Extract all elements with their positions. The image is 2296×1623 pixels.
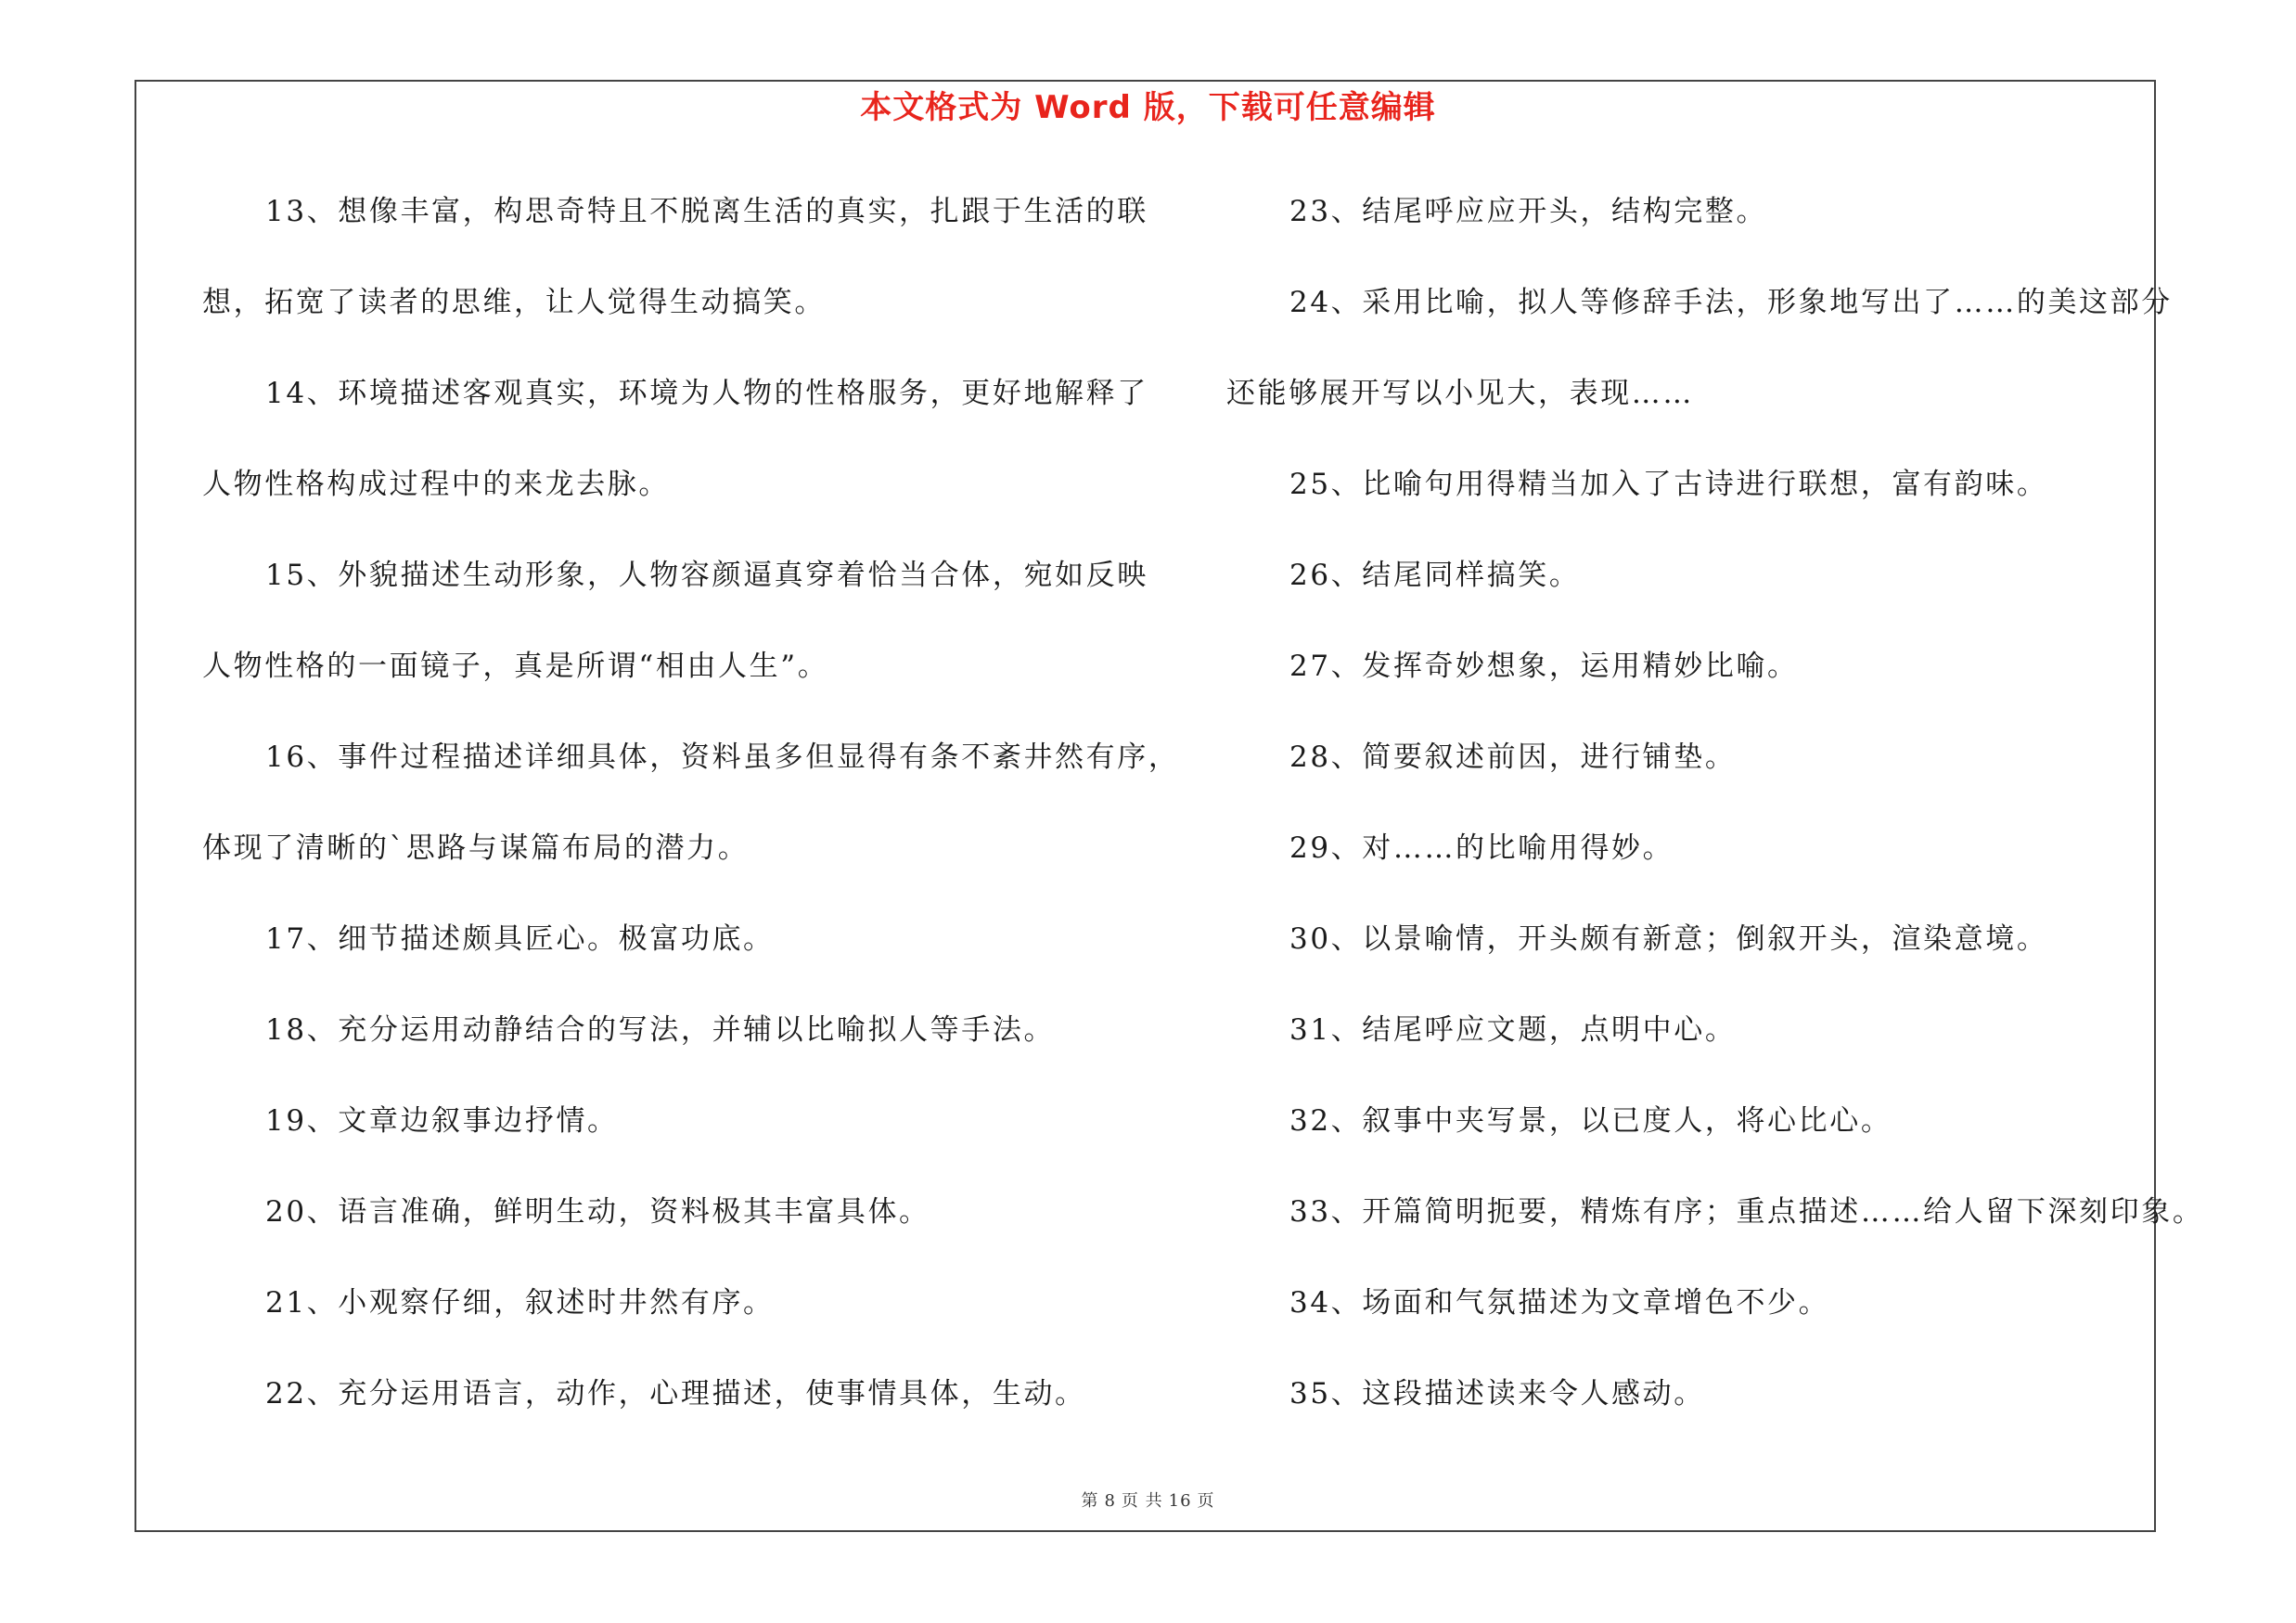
text-line: 20、语言准确，鲜明生动，资料极其丰富具体。 (265, 1195, 930, 1229)
text-line: 23、结尾呼应应开头，结构完整。 (1289, 195, 1768, 228)
text-line: 29、对……的比喻用得妙。 (1289, 831, 1674, 865)
text-line: 25、比喻句用得精当加入了古诗进行联想，富有韵味。 (1289, 468, 2048, 501)
page-suffix: 页 (1197, 1491, 1215, 1511)
page-prefix: 第 (1081, 1491, 1099, 1511)
text-line: 34、场面和气氛描述为文章增色不少。 (1289, 1286, 1830, 1320)
text-line: 人物性格构成过程中的来龙去脉。 (202, 468, 670, 501)
text-line: 31、结尾呼应文题，点明中心。 (1289, 1013, 1737, 1047)
text-line: 19、文章边叙事边抒情。 (265, 1104, 619, 1138)
text-line: 27、发挥奇妙想象，运用精妙比喻。 (1289, 650, 1799, 683)
text-line: 26、结尾同样搞笑。 (1289, 559, 1581, 592)
right-text-column (1226, 182, 2204, 1455)
text-line: 22、充分运用语言，动作，心理描述，使事情具体，生动。 (265, 1377, 1086, 1410)
text-line: 35、这段描述读来令人感动。 (1289, 1377, 1705, 1410)
text-line: 14、环境描述客观真实，环境为人物的性格服务，更好地解释了 (265, 377, 1148, 410)
left-text-column (202, 182, 1180, 1455)
text-line: 33、开篇简明扼要，精炼有序；重点描述……给人留下深刻印象。 (1289, 1195, 2204, 1229)
text-line: 17、细节描述颇具匠心。极富功底。 (265, 922, 775, 956)
page-mid: 页 共 (1121, 1491, 1163, 1511)
text-line: 想，拓宽了读者的思维，让人觉得生动搞笑。 (202, 286, 826, 319)
text-line: 还能够展开写以小见大，表现…… (1226, 377, 1694, 410)
text-line: 24、采用比喻，拟人等修辞手法，形象地写出了……的美这部分 (1289, 286, 2173, 319)
text-line: 13、想像丰富，构思奇特且不脱离生活的真实，扎跟于生活的联 (265, 195, 1148, 228)
text-line: 人物性格的一面镜子，真是所谓“相由人生”。 (202, 650, 829, 683)
text-line: 15、外貌描述生动形象，人物容颜逼真穿着恰当合体，宛如反映 (265, 559, 1148, 592)
text-line: 体现了清晰的`思路与谋篇布局的潜力。 (202, 831, 750, 865)
text-line: 28、简要叙述前因，进行铺垫。 (1289, 741, 1737, 774)
text-line: 16、事件过程描述详细具体，资料虽多但显得有条不紊井然有序， (265, 741, 1180, 774)
total-pages: 16 (1168, 1491, 1192, 1511)
text-line: 32、叙事中夹写景，以已度人，将心比心。 (1289, 1104, 1892, 1138)
editable-word-banner: 本文格式为 Word 版，下载可任意编辑 (860, 89, 1436, 126)
text-line: 21、小观察仔细，叙述时井然有序。 (265, 1286, 775, 1320)
page-number: 8 (1104, 1491, 1116, 1511)
text-line: 18、充分运用动静结合的写法，并辅以比喻拟人等手法。 (265, 1013, 1056, 1047)
page-footer (0, 1488, 2296, 1514)
text-line: 30、以景喻情，开头颇有新意；倒叙开头，渲染意境。 (1289, 922, 2048, 956)
